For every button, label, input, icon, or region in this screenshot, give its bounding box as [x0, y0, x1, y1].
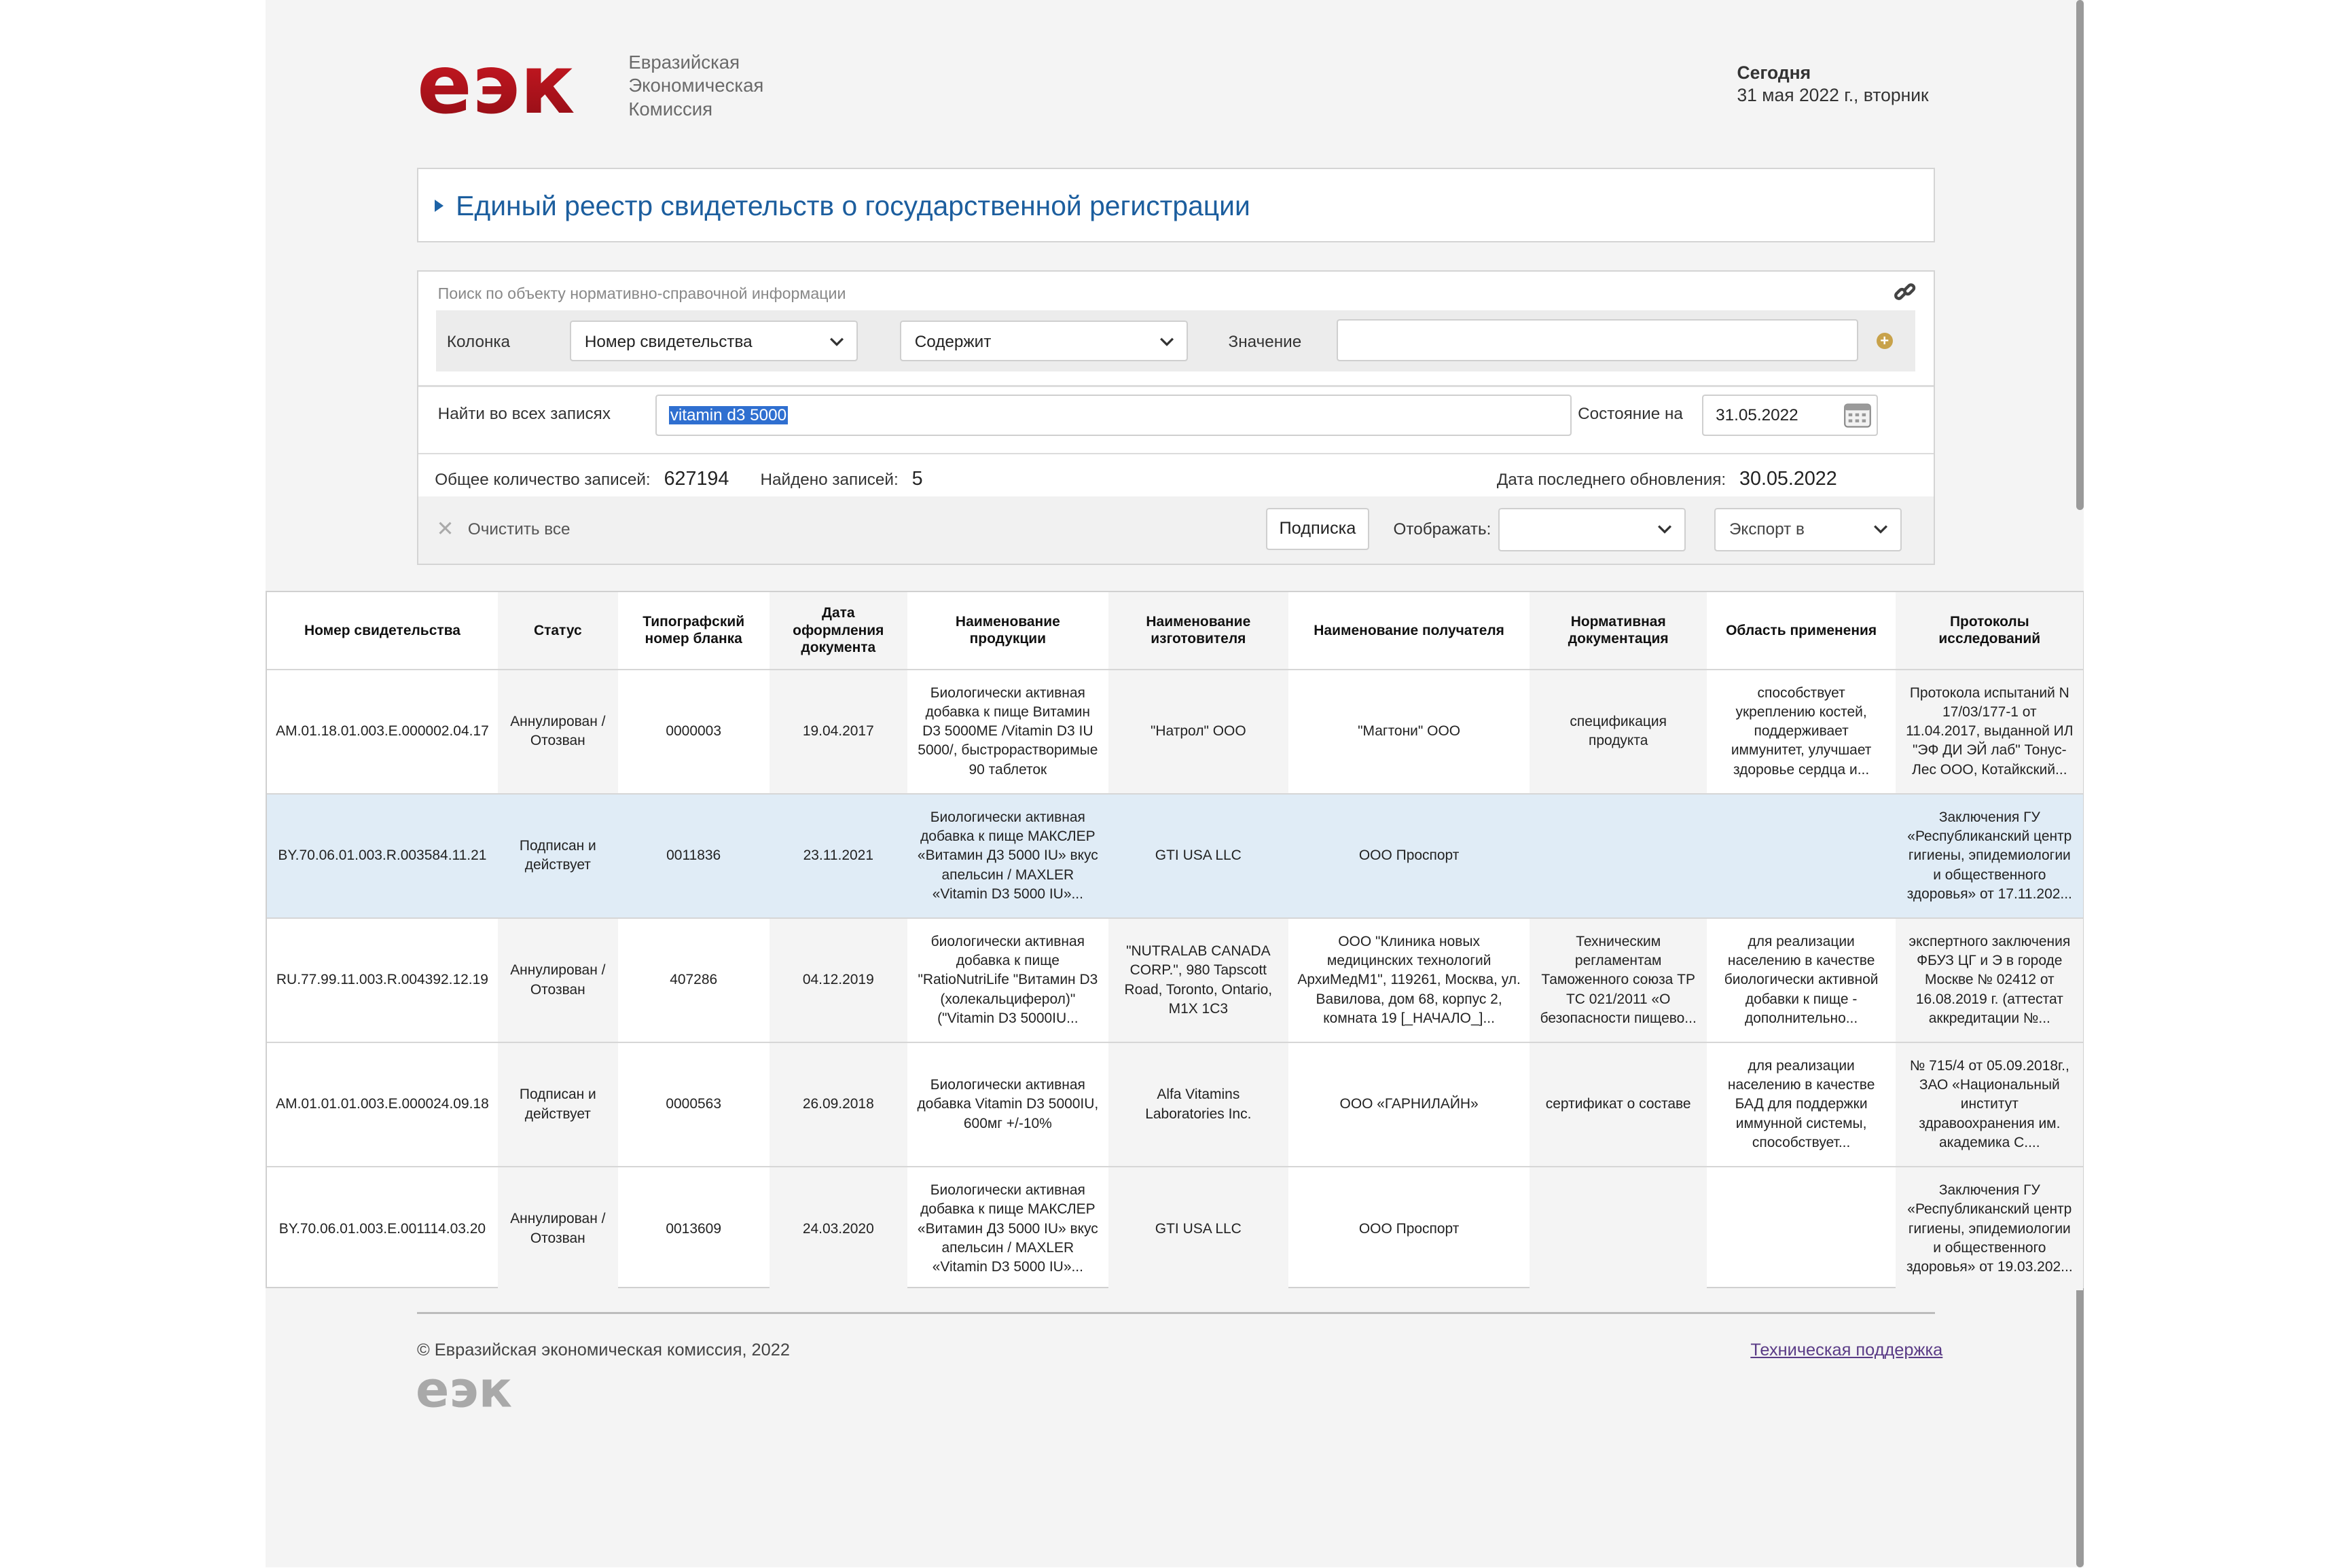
- cell-product: биологически активная добавка к пище "RatioNutriLife "Витамин D3 (холекальциферол)" ("Vitamin D3 5000IU...: [907, 918, 1108, 1042]
- col-header-blank-number[interactable]: Типографский номер бланка: [618, 592, 770, 670]
- cell-normative: [1530, 1167, 1707, 1290]
- col-header-status[interactable]: Статус: [498, 592, 618, 670]
- col-header-product[interactable]: Наименование продукции: [907, 592, 1108, 670]
- logo-subtitle: [628, 51, 838, 121]
- cell-date: 24.03.2020: [770, 1167, 907, 1290]
- cell-blank-number: 0000003: [618, 670, 770, 794]
- state-date-value: 31.05.2022: [1716, 405, 1798, 424]
- cell-protocols: Протокола испытаний N 17/03/177-1 от 11.04.2017, выданной ИЛ "ЭФ ДИ ЭЙ лаб" Тонус-Лес ООО, Котайкский...: [1896, 670, 2083, 794]
- display-select[interactable]: [1498, 508, 1686, 551]
- cell-normative: спецификация продукта: [1530, 670, 1707, 794]
- found-records-label: Найдено записей:: [760, 470, 899, 489]
- cell-recipient: ООО «ГАРНИЛАЙН»: [1288, 1042, 1530, 1167]
- cell-date: 23.11.2021: [770, 794, 907, 918]
- cell-scope: [1707, 1167, 1896, 1290]
- footer-divider: [417, 1312, 1935, 1313]
- cell-status: Аннулирован / Отозван: [498, 670, 618, 794]
- cell-date: 26.09.2018: [770, 1042, 907, 1167]
- logo-mark-icon: [417, 50, 627, 124]
- all-records-input[interactable]: [655, 395, 1572, 437]
- cell-recipient: ООО "Клиника новых медицинских технологий АрхиМедМ1", 119261, Москва, ул. Вавилова, дом 68, корпус 2, комната 19 [_НАЧАЛО_]...: [1288, 918, 1530, 1042]
- table-row[interactable]: [267, 794, 2083, 918]
- clear-x-icon[interactable]: ✕: [436, 516, 454, 541]
- value-input[interactable]: [1337, 319, 1859, 361]
- eec-logo[interactable]: [417, 50, 792, 124]
- svg-text:еэк: еэк: [415, 1366, 512, 1415]
- cell-manufacturer: "Натрол" ООО: [1108, 670, 1288, 794]
- cell-protocols: Заключения ГУ «Республиканский центр гигиены, эпидемиологии и общественного здоровья» от 17.11.202...: [1896, 794, 2083, 918]
- table-header-row: [267, 592, 2083, 670]
- column-select-value: Номер свидетельства: [584, 333, 753, 352]
- cell-scope: [1707, 794, 1896, 918]
- state-date-input[interactable]: [1702, 395, 1877, 437]
- logo-subtitle-line-2: Экономическая: [628, 75, 764, 96]
- table-row[interactable]: [267, 918, 2083, 1042]
- found-records-value: 5: [911, 467, 923, 490]
- cell-scope: для реализации населению в качестве биологически активной добавки к пище - дополнительно...: [1707, 918, 1896, 1042]
- footer-logo-icon: [416, 1366, 536, 1415]
- cell-protocols: экспертного заключения ФБУЗ ЦГ и Э в городе Москве № 02412 от 16.08.2019 г. (аттестат аккредитации №...: [1896, 918, 2083, 1042]
- cell-normative: сертификат о составе: [1530, 1042, 1707, 1167]
- col-header-number[interactable]: Номер свидетельства: [267, 592, 498, 670]
- column-label: Колонка: [446, 333, 511, 352]
- cell-manufacturer: GTI USA LLC: [1108, 1167, 1288, 1290]
- cell-manufacturer: Alfa Vitamins Laboratories Inc.: [1108, 1042, 1288, 1167]
- cell-recipient: ООО Проспорт: [1358, 1220, 1460, 1237]
- cell-number: RU.77.99.11.003.R.004392.12.19: [267, 918, 498, 1042]
- col-header-date[interactable]: Дата оформления документа: [770, 592, 907, 670]
- display-label: Отображать:: [1393, 520, 1491, 539]
- registry-title-panel[interactable]: [417, 168, 1935, 242]
- results-table: [267, 592, 2083, 1290]
- cell-recipient: ООО Проспорт: [1288, 794, 1530, 918]
- cell-normative: [1530, 794, 1707, 918]
- chevron-down-icon: [1873, 522, 1888, 536]
- cell-manufacturer: "NUTRALAB CANADA CORP.", 980 Tapscott Road, Toronto, Ontario, M1X 1C3: [1108, 918, 1288, 1042]
- footer-copyright: © Евразийская экономическая комиссия, 2022: [416, 1341, 791, 1360]
- table-row[interactable]: [267, 670, 2083, 794]
- cell-number: AM.01.01.01.003.E.000024.09.18: [267, 1042, 498, 1167]
- logo-subtitle-line-1: Евразийская: [628, 52, 740, 73]
- export-select[interactable]: [1714, 508, 1902, 551]
- filter-row: [436, 310, 1915, 372]
- col-header-manufacturer[interactable]: Наименование изготовителя: [1108, 592, 1288, 670]
- col-header-normative[interactable]: Нормативная документация: [1530, 592, 1707, 670]
- last-update: [1497, 468, 1837, 490]
- cell-product: Биологически активная добавка к пище МАКСЛЕР «Витамин Д3 5000 IU» вкус апельсин / MAXLER «Vitamin D3 5000 IU»...: [907, 794, 1108, 918]
- cell-product: Биологически активная добавка Vitamin D3 5000IU, 600мг +/-10%: [907, 1042, 1108, 1167]
- cell-status: Подписан и действует: [498, 1042, 618, 1167]
- divider: [418, 385, 1934, 386]
- today-date: 31 мая 2022 г., вторник: [1737, 84, 1929, 105]
- found-records: [760, 468, 922, 490]
- cell-normative: Техническим регламентам Таможенного союза ТР ТС 021/2011 «О безопасности пищево...: [1530, 918, 1707, 1042]
- cell-date: 04.12.2019: [770, 918, 907, 1042]
- col-header-protocols[interactable]: Протоколы исследований: [1896, 592, 2083, 670]
- cell-product: Биологически активная добавка к пище МАКСЛЕР «Витамин Д3 5000 IU» вкус апельсин / MAXLER «Vitamin D3 5000 IU»...: [917, 1182, 1098, 1275]
- expand-triangle-icon[interactable]: [435, 200, 444, 212]
- total-records: [435, 468, 729, 490]
- cell-status: Аннулирован / Отозван: [498, 1167, 618, 1290]
- cell-number: AM.01.18.01.003.E.000002.04.17: [267, 670, 498, 794]
- add-filter-plus-icon[interactable]: +: [1877, 333, 1893, 349]
- column-select[interactable]: [570, 321, 858, 361]
- cell-scope: способствует укреплению костей, поддерживает иммунитет, улучшает здоровье сердца и...: [1707, 670, 1896, 794]
- cell-status: Аннулирован / Отозван: [498, 918, 618, 1042]
- last-update-value: 30.05.2022: [1739, 467, 1837, 490]
- total-records-value: 627194: [664, 467, 729, 490]
- value-label: Значение: [1228, 333, 1302, 352]
- col-header-recipient[interactable]: Наименование получателя: [1288, 592, 1530, 670]
- scrollbar-thumb-top[interactable]: [2076, 0, 2084, 510]
- cell-recipient: "Магтони" ООО: [1288, 670, 1530, 794]
- clear-all-button[interactable]: Очистить все: [467, 520, 571, 539]
- divider: [418, 453, 1934, 454]
- state-date-label: Состояние на: [1578, 405, 1683, 424]
- table-row[interactable]: [267, 1167, 2083, 1290]
- link-icon[interactable]: [1893, 280, 1917, 304]
- cell-protocols: Заключения ГУ «Республиканский центр гигиены, эпидемиологии и общественного здоровья» от 19.03.202...: [1896, 1167, 2083, 1290]
- total-records-label: Общее количество записей:: [435, 470, 651, 489]
- last-update-label: Дата последнего обновления:: [1496, 470, 1726, 489]
- condition-select[interactable]: [900, 321, 1188, 361]
- cell-date: 19.04.2017: [770, 670, 907, 794]
- today-block: [1737, 62, 1928, 107]
- cell-manufacturer: GTI USA LLC: [1108, 794, 1288, 918]
- all-records-value: vitamin d3 5000: [669, 406, 789, 424]
- search-panel: [417, 270, 1935, 566]
- search-heading: Поиск по объекту нормативно-справочной информации: [437, 285, 846, 303]
- chevron-down-icon: [1159, 334, 1174, 349]
- actions-row: [418, 496, 1934, 564]
- condition-select-value: Содержит: [914, 333, 992, 352]
- export-select-value: Экспорт в: [1729, 520, 1805, 539]
- cell-blank-number: 407286: [618, 918, 770, 1042]
- tech-support-link[interactable]: Техническая поддержка: [1750, 1341, 1943, 1360]
- cell-product: Биологически активная добавка к пище Витамин D3 5000МЕ /Vitamin D3 IU 5000/, быстрорастворимые 90 таблеток: [907, 670, 1108, 794]
- col-header-scope[interactable]: Область применения: [1707, 592, 1896, 670]
- subscribe-button[interactable]: Подписка: [1266, 508, 1369, 550]
- cell-blank-number: 0000563: [618, 1042, 770, 1167]
- chevron-down-icon: [1657, 522, 1672, 536]
- cell-scope: для реализации населению в качестве БАД для поддержки иммунной системы, способствует...: [1707, 1042, 1896, 1167]
- chevron-down-icon: [829, 334, 844, 349]
- cell-blank-number: 0013609: [666, 1220, 721, 1237]
- results-table-wrapper: [266, 591, 2084, 1288]
- logo-subtitle-line-3: Комиссия: [628, 98, 713, 120]
- cell-number: BY.70.06.01.003.R.003584.11.21: [267, 794, 498, 918]
- svg-text:еэк: еэк: [416, 49, 575, 125]
- table-row[interactable]: [267, 1042, 2083, 1167]
- page-title: Единый реестр свидетельств о государственной регистрации: [456, 190, 1250, 222]
- cell-blank-number: 0011836: [618, 794, 770, 918]
- cell-protocols: № 715/4 от 05.09.2018г., ЗАО «Национальный институт здравоохранения им. академика С....: [1896, 1042, 2083, 1167]
- today-label: Сегодня: [1737, 62, 1811, 83]
- calendar-icon[interactable]: [1843, 401, 1872, 429]
- cell-number: BY.70.06.01.003.E.001114.03.20: [278, 1220, 486, 1237]
- cell-status: Подписан и действует: [498, 794, 618, 918]
- all-records-label: Найти во всех записях: [437, 405, 611, 424]
